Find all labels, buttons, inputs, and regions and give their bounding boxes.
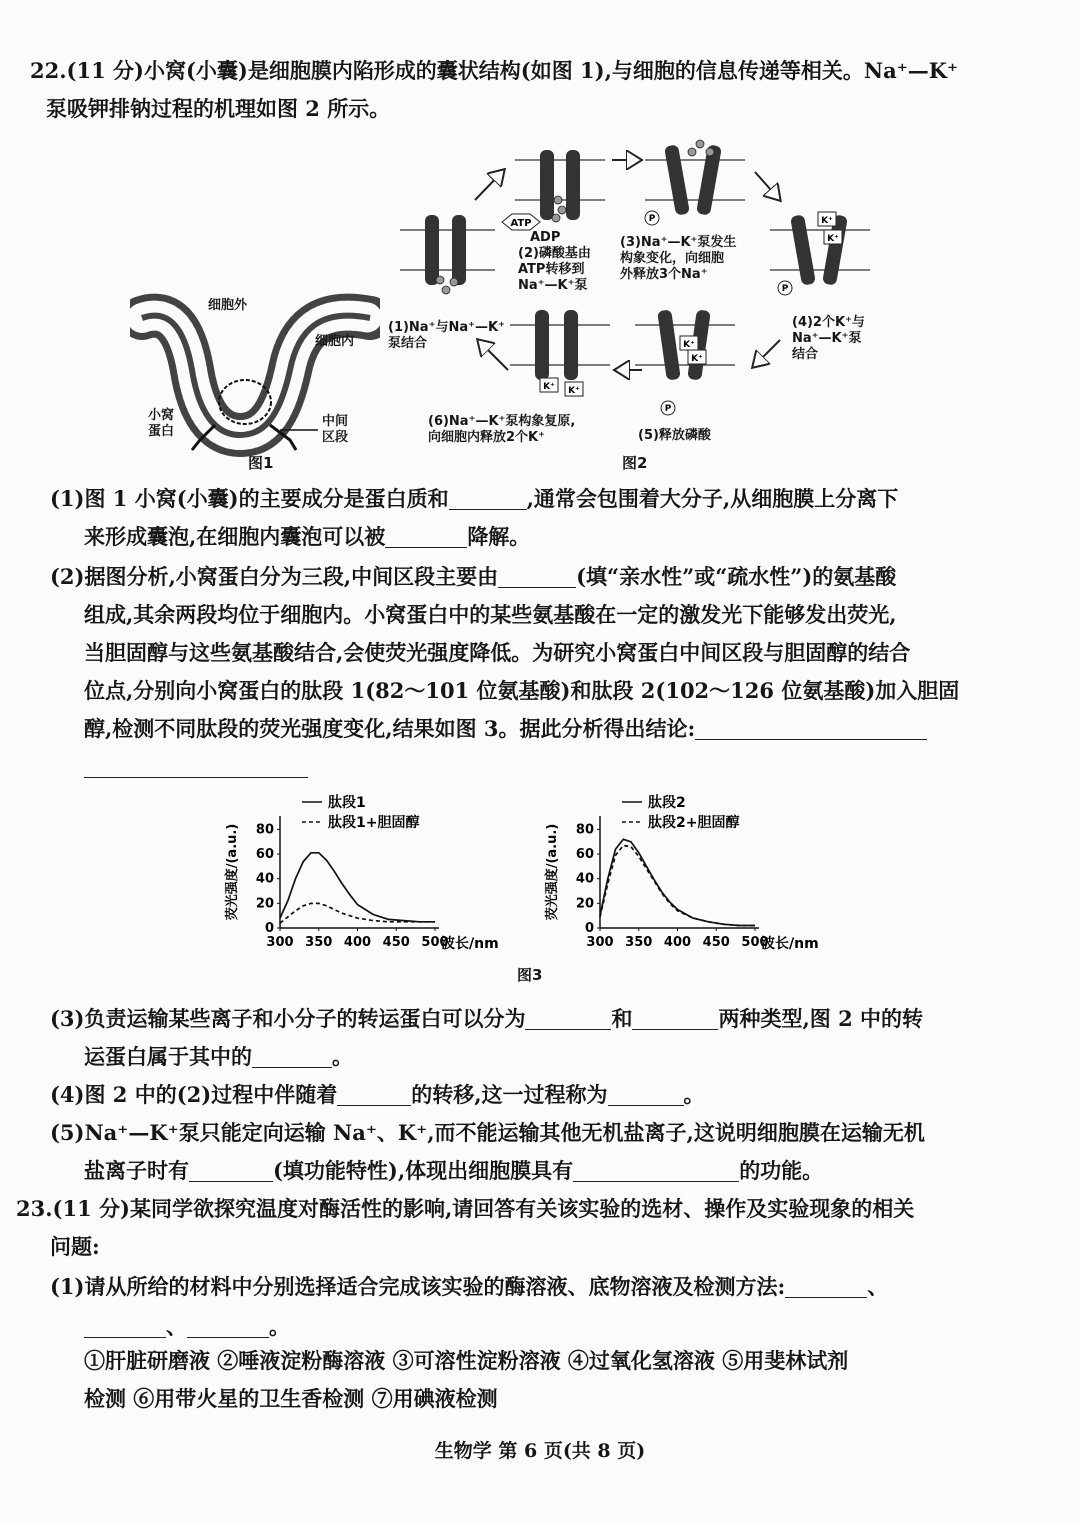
- y-tick-label: 0: [584, 921, 594, 936]
- fig1-protein-label2: 蛋白: [148, 424, 175, 439]
- q23-options-line1: ①肝脏研磨液 ②唾液淀粉酶溶液 ③可溶性淀粉溶液 ④过氧化氢溶液 ⑤用斐林试剂: [84, 1348, 849, 1373]
- answer-blank[interactable]: [498, 565, 576, 588]
- fig2-step6-line2: 向细胞内释放2个K⁺: [428, 430, 545, 445]
- k-ion-label: K⁺: [568, 386, 580, 396]
- k-ion-label: K⁺: [543, 382, 555, 392]
- answer-blank[interactable]: [385, 525, 467, 548]
- fig2-step1-line1: (1)Na⁺与Na⁺—K⁺: [388, 320, 505, 335]
- fig2-step4-line3: 结合: [792, 347, 819, 362]
- answer-blank[interactable]: [84, 755, 308, 778]
- x-tick-label: 500: [741, 935, 769, 950]
- atp-label: ATP: [510, 218, 532, 229]
- q22-part3-line2: 运蛋白属于其中的 。: [84, 1044, 353, 1069]
- answer-blank[interactable]: [525, 1007, 611, 1030]
- x-tick-label: 300: [266, 935, 294, 950]
- legend-label: 肽段1: [328, 795, 366, 811]
- chart-peptide1: [224, 794, 499, 952]
- series-line: [280, 903, 435, 923]
- q22-part2-line4: 位点,分别向小窝蛋白的肽段 1(82～101 位氨基酸)和肽段 2(102～126 位氨基酸)加入胆固: [84, 678, 960, 703]
- fig1-caption: 图1: [248, 454, 274, 472]
- x-tick-label: 300: [586, 935, 614, 950]
- answer-blank[interactable]: [608, 1083, 684, 1106]
- page-footer: 生物学 第 6 页(共 8 页): [434, 1440, 646, 1462]
- phosphate-label: P: [664, 404, 672, 414]
- fig2-step4-line1: (4)2个K⁺与: [792, 315, 865, 330]
- fig1-outside-label: 细胞外: [208, 298, 248, 313]
- x-tick-label: 500: [421, 935, 449, 950]
- answer-blank[interactable]: [187, 1315, 269, 1338]
- y-tick-label: 40: [255, 871, 274, 887]
- fig2-step6-line1: (6)Na⁺—K⁺泵构象复原,: [428, 414, 576, 429]
- k-ion-label: K⁺: [827, 234, 839, 244]
- q22-part2-line1: (2)据图分析,小窝蛋白分为三段,中间区段主要由 (填“亲水性”或“疏水性”)的氨基酸: [50, 564, 897, 589]
- q23-part1-line1: (1)请从所给的材料中分别选择适合完成该实验的酶溶液、底物溶液及检测方法: 、: [50, 1274, 889, 1299]
- fig2-step2-line4: Na⁺—K⁺泵: [518, 278, 588, 293]
- y-tick-label: 0: [264, 921, 274, 936]
- q22-part5-line2: 盐离子时有 (填功能特性),体现出细胞膜具有 的功能。: [84, 1158, 824, 1183]
- fig1-middle-label2: 区段: [322, 430, 349, 445]
- answer-blank[interactable]: [449, 487, 527, 510]
- q23-part1-line2: 、 。: [84, 1312, 290, 1342]
- fig2-step1-line2: 泵结合: [388, 336, 428, 351]
- q22-part2-line6: [84, 752, 308, 782]
- k-ion-label: K⁺: [821, 216, 833, 226]
- fig2-step2-line3: ATP转移到: [518, 262, 585, 277]
- k-ion-label: K⁺: [683, 340, 695, 350]
- series-line: [600, 846, 755, 926]
- figure-2: [380, 130, 890, 480]
- y-tick-label: 40: [575, 871, 594, 887]
- x-axis-label: 波长/nm: [761, 936, 819, 952]
- y-tick-label: 80: [575, 822, 594, 838]
- y-tick-label: 60: [575, 847, 594, 863]
- figure-3-charts: [220, 790, 920, 990]
- q23-stem-line2: 问题:: [50, 1234, 100, 1259]
- fig1-inside-label: 细胞内: [315, 334, 355, 349]
- k-ion-label: K⁺: [691, 354, 703, 364]
- fig1-protein-label1: 小窝: [148, 408, 175, 423]
- fig2-step3-line2: 构象变化，向细胞: [620, 251, 725, 266]
- q22-part1-line1: (1)图 1 小窝(小囊)的主要成分是蛋白质和 ,通常会包围着大分子,从细胞膜上分离下: [50, 486, 899, 511]
- y-tick-label: 80: [255, 822, 274, 838]
- q23-stem-line1: 23.(11 分)某同学欲探究温度对酶活性的影响,请回答有关该实验的选材、操作及实验现象的相关: [16, 1196, 915, 1221]
- q22-stem-line1: 22.(11 分)小窝(小囊)是细胞膜内陷形成的囊状结构(如图 1),与细胞的信息传递等相关。Na⁺—K⁺: [30, 58, 959, 83]
- x-tick-label: 400: [343, 935, 372, 950]
- legend-label: 肽段1+胆固醇: [328, 815, 420, 831]
- series-line: [280, 853, 435, 922]
- q22-part5-line1: (5)Na⁺—K⁺泵只能定向运输 Na⁺、K⁺,而不能运输其他无机盐离子,这说明细胞膜在运输无机: [50, 1120, 925, 1145]
- chart-peptide2: [544, 794, 819, 952]
- fig2-step2-line1: ADP: [530, 230, 561, 245]
- fig2-caption: 图2: [622, 454, 648, 472]
- answer-blank[interactable]: [189, 1159, 273, 1182]
- fig2-step5: (5)释放磷酸: [638, 428, 711, 443]
- q22-part3-line1: (3)负责运输某些离子和小分子的转运蛋白可以分为 和 两种类型,图 2 中的转: [50, 1006, 924, 1031]
- series-line: [600, 839, 755, 925]
- fig3-caption: 图3: [517, 966, 543, 984]
- y-tick-label: 20: [255, 896, 274, 912]
- x-tick-label: 450: [382, 935, 410, 950]
- q22-part2-line3: 当胆固醇与这些氨基酸结合,会使荧光强度降低。为研究小窝蛋白中间区段与胆固醇的结合: [84, 640, 911, 665]
- legend-label: 肽段2: [648, 795, 686, 811]
- answer-blank[interactable]: [785, 1275, 867, 1298]
- y-axis-label: 荧光强度/(a.u.): [225, 823, 240, 921]
- x-tick-label: 350: [305, 935, 333, 950]
- fig1-middle-label1: 中间: [322, 414, 349, 429]
- fig2-step3-line1: (3)Na⁺—K⁺泵发生: [620, 235, 737, 250]
- q22-part2-line2: 组成,其余两段均位于细胞内。小窝蛋白中的某些氨基酸在一定的激发光下能够发出荧光,: [84, 602, 897, 627]
- fig2-step2-line2: (2)磷酸基由: [518, 246, 591, 261]
- y-axis-label: 荧光强度/(a.u.): [545, 823, 560, 921]
- q22-part4-line: (4)图 2 中的(2)过程中伴随着 的转移,这一过程称为 。: [50, 1082, 705, 1107]
- phosphate-label: P: [781, 284, 789, 294]
- y-tick-label: 60: [255, 847, 274, 863]
- phosphate-label: P: [648, 214, 656, 224]
- x-axis-label: 波长/nm: [441, 936, 499, 952]
- figure-1: [130, 290, 380, 480]
- answer-blank[interactable]: [337, 1083, 411, 1106]
- q22-stem-line2: 泵吸钾排钠过程的机理如图 2 所示。: [46, 96, 391, 121]
- q22-part1-line2: 来形成囊泡,在细胞内囊泡可以被 降解。: [84, 524, 531, 549]
- x-tick-label: 400: [663, 935, 692, 950]
- answer-blank[interactable]: [573, 1159, 739, 1182]
- x-tick-label: 350: [625, 935, 653, 950]
- x-tick-label: 450: [702, 935, 730, 950]
- answer-blank[interactable]: [695, 717, 927, 740]
- answer-blank[interactable]: [632, 1007, 718, 1030]
- q23-options-line2: 检测 ⑥用带火星的卫生香检测 ⑦用碘液检测: [84, 1386, 498, 1411]
- answer-blank[interactable]: [252, 1045, 332, 1068]
- y-tick-label: 20: [575, 896, 594, 912]
- answer-blank[interactable]: [84, 1315, 166, 1338]
- q22-part2-line5: 醇,检测不同肽段的荧光强度变化,结果如图 3。据此分析得出结论:: [84, 714, 927, 744]
- fig2-step4-line2: Na⁺—K⁺泵: [792, 331, 862, 346]
- fig2-step3-line3: 外释放3个Na⁺: [620, 267, 708, 282]
- legend-label: 肽段2+胆固醇: [648, 815, 740, 831]
